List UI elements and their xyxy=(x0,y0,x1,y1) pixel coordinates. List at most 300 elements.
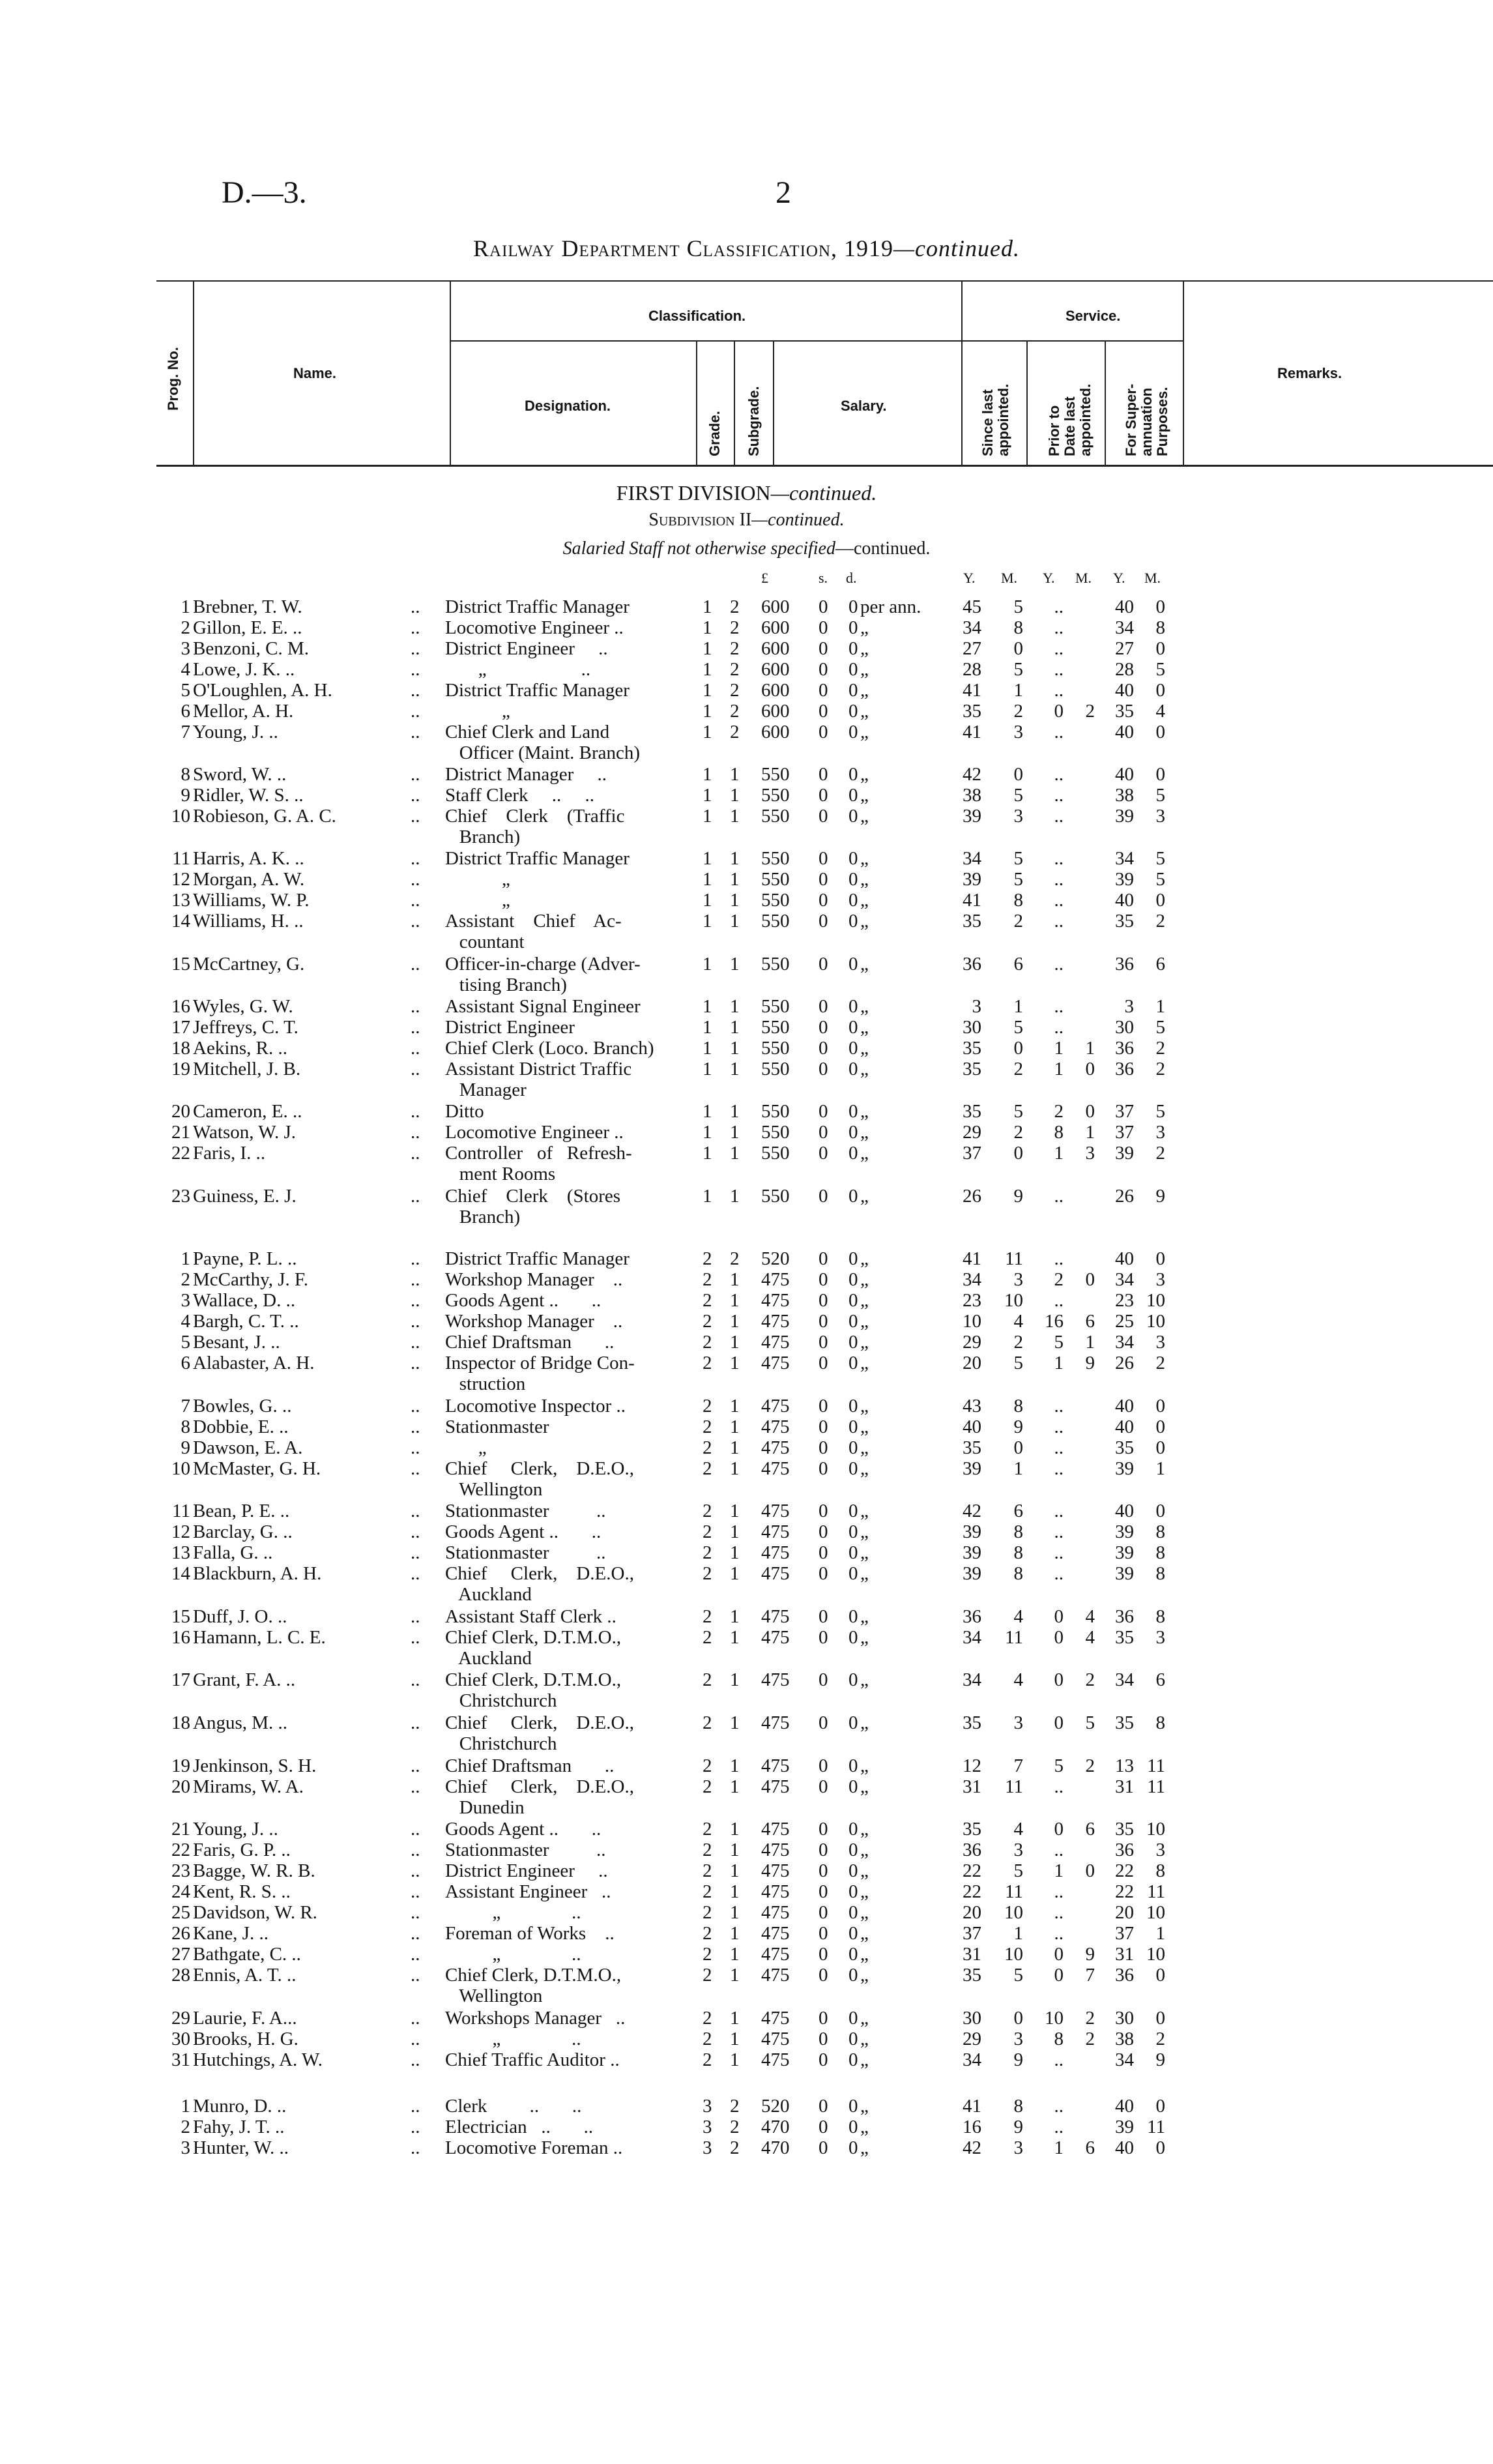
cell-prog: 20 xyxy=(171,1101,190,1122)
cell-y1: 29 xyxy=(963,1332,981,1353)
cell-pound: 470 xyxy=(761,2117,790,2137)
cell-dots: .. xyxy=(411,2049,420,2070)
cell-sub: 1 xyxy=(730,1923,740,1944)
cell-pound: 600 xyxy=(761,680,790,701)
cell-y2: .. xyxy=(1054,1563,1064,1584)
cell-desig: Chief Clerk, D.T.M.O., xyxy=(445,1627,622,1648)
cell-y3: 40 xyxy=(1115,1501,1134,1521)
cell-prog: 22 xyxy=(171,1143,190,1164)
cell-m1: 0 xyxy=(1013,1143,1023,1164)
cell-grade: 2 xyxy=(703,1712,712,1733)
cell-m3: 2 xyxy=(1155,1143,1165,1164)
cell-desig: District Traffic Manager xyxy=(445,680,630,701)
cell-m3: 5 xyxy=(1155,1101,1165,1122)
cell-s: 0 xyxy=(819,1290,828,1311)
cell-pound: 550 xyxy=(761,1038,790,1059)
cell-name: Aekins, R. .. xyxy=(193,1038,287,1059)
cell-grade: 1 xyxy=(703,1122,712,1143)
subdivision-text: Subdivision II xyxy=(648,510,752,530)
cell-dots: .. xyxy=(411,1059,420,1079)
cell-sub: 1 xyxy=(730,1017,740,1038)
cell-y3: 37 xyxy=(1115,1923,1134,1944)
cell-desig: District Engineer .. xyxy=(445,638,608,659)
cell-desig: Chief Clerk, D.E.O., xyxy=(445,1563,634,1584)
cell-sub: 1 xyxy=(730,1269,740,1290)
cell-name: Bargh, C. T. .. xyxy=(193,1311,299,1332)
cell-pound: 475 xyxy=(761,1712,790,1733)
cell-pound: 475 xyxy=(761,1353,790,1373)
cell-y3: 34 xyxy=(1115,1669,1134,1690)
cell-per: „ xyxy=(860,1755,869,1776)
cell-name: McCarthy, J. F. xyxy=(193,1269,309,1290)
cell-desig: Chief Clerk (Loco. Branch) xyxy=(445,1038,654,1059)
cell-m3: 3 xyxy=(1155,806,1165,827)
cell-d: 0 xyxy=(848,722,858,742)
cell-desig: „ xyxy=(445,1437,487,1458)
cell-desig: Stationmaster .. xyxy=(445,1840,606,1860)
cell-name: Bagge, W. R. B. xyxy=(193,1860,315,1881)
cell-m3: 2 xyxy=(1155,1059,1165,1079)
cell-dots: .. xyxy=(411,2029,420,2049)
cell-y3: 40 xyxy=(1115,890,1134,911)
cell-y2: .. xyxy=(1054,1458,1064,1479)
cell-m1: 0 xyxy=(1013,1437,1023,1458)
cell-s: 0 xyxy=(819,1416,828,1437)
cell-m1: 3 xyxy=(1013,2029,1023,2049)
cell-sub: 1 xyxy=(730,2008,740,2029)
cell-m1: 5 xyxy=(1013,1017,1023,1038)
header-grade: Grade. xyxy=(706,411,723,456)
cell-y1: 22 xyxy=(963,1881,981,1902)
cell-dots: .. xyxy=(411,1396,420,1416)
cell-sub: 2 xyxy=(730,2117,740,2137)
cell-m1: 5 xyxy=(1013,659,1023,680)
cell-dots: .. xyxy=(411,1186,420,1207)
cell-y1: 34 xyxy=(963,617,981,638)
cell-dots: .. xyxy=(411,1776,420,1797)
cell-dots: .. xyxy=(411,659,420,680)
cell-name: Laurie, F. A... xyxy=(193,2008,297,2029)
cell-d: 0 xyxy=(848,848,858,869)
cell-per: „ xyxy=(860,2137,869,2158)
cell-per: „ xyxy=(860,617,869,638)
cell-name: Hunter, W. .. xyxy=(193,2137,289,2158)
cell-y2: .. xyxy=(1054,2096,1064,2117)
cell-grade: 1 xyxy=(703,680,712,701)
cell-desig: Stationmaster xyxy=(445,1416,549,1437)
cell-per: „ xyxy=(860,1396,869,1416)
cell-m3: 0 xyxy=(1155,596,1165,617)
cell-y2: .. xyxy=(1054,1248,1064,1269)
cell-m1: 8 xyxy=(1013,2096,1023,2117)
cell-y2: .. xyxy=(1054,1017,1064,1038)
header-name: Name. xyxy=(293,365,337,381)
cell-pound: 475 xyxy=(761,1542,790,1563)
cell-s: 0 xyxy=(819,1101,828,1122)
cell-pound: 470 xyxy=(761,2137,790,2158)
cell-d: 0 xyxy=(848,1269,858,1290)
cell-s: 0 xyxy=(819,1396,828,1416)
cell-per: „ xyxy=(860,1143,869,1164)
cell-m3: 8 xyxy=(1155,1606,1165,1627)
cell-per: per ann. xyxy=(860,596,921,617)
cell-pound: 475 xyxy=(761,1501,790,1521)
cell-desig: Locomotive Engineer .. xyxy=(445,617,624,638)
cell-y1: 41 xyxy=(963,680,981,701)
cell-y3: 20 xyxy=(1115,1902,1134,1923)
cell-s: 0 xyxy=(819,1881,828,1902)
cell-m1: 10 xyxy=(1004,1902,1023,1923)
unit-years-prior: Y. xyxy=(1043,570,1055,586)
cell-pound: 475 xyxy=(761,1944,790,1965)
cell-d: 0 xyxy=(848,996,858,1017)
cell-m3: 8 xyxy=(1155,1521,1165,1542)
cell-d: 0 xyxy=(848,764,858,785)
cell-pound: 475 xyxy=(761,1269,790,1290)
cell-grade: 2 xyxy=(703,1881,712,1902)
cell-y2: 1 xyxy=(1054,1143,1064,1164)
cell-y2: .. xyxy=(1054,596,1064,617)
cell-y2: 8 xyxy=(1054,2029,1064,2049)
cell-dots: .. xyxy=(411,1038,420,1059)
cell-m3: 11 xyxy=(1147,2117,1165,2137)
staff-text: Salaried Staff not otherwise specified xyxy=(562,538,835,559)
cell-grade: 1 xyxy=(703,722,712,742)
cell-per: „ xyxy=(860,1521,869,1542)
cell-y3: 26 xyxy=(1115,1186,1134,1207)
cell-prog: 19 xyxy=(171,1059,190,1079)
cell-m1: 10 xyxy=(1004,1290,1023,1311)
cell-y3: 36 xyxy=(1115,1038,1134,1059)
cell-prog: 8 xyxy=(181,1416,190,1437)
cell-d: 0 xyxy=(848,2029,858,2049)
cell-m2: 1 xyxy=(1085,1038,1095,1059)
cell-m1: 8 xyxy=(1013,617,1023,638)
header-salary: Salary. xyxy=(841,398,887,414)
cell-d: 0 xyxy=(848,1101,858,1122)
cell-per: „ xyxy=(860,1669,869,1690)
cell-dots: .. xyxy=(411,1017,420,1038)
cell-y3: 39 xyxy=(1115,869,1134,890)
cell-m2: 2 xyxy=(1085,2008,1095,2029)
cell-m1: 4 xyxy=(1013,1669,1023,1690)
cell-name: Young, J. .. xyxy=(193,1819,278,1840)
cell-y3: 37 xyxy=(1115,1122,1134,1143)
cell-prog: 18 xyxy=(171,1712,190,1733)
cell-dots: .. xyxy=(411,1944,420,1965)
cell-dots: .. xyxy=(411,1712,420,1733)
cell-sub: 1 xyxy=(730,1965,740,1986)
header-prior-to: Prior to Date last appointed. xyxy=(1046,383,1094,456)
cell-sub: 1 xyxy=(730,1627,740,1648)
cell-y3: 35 xyxy=(1115,1712,1134,1733)
cell-pound: 475 xyxy=(761,2049,790,2070)
cell-s: 0 xyxy=(819,911,828,931)
cell-d: 0 xyxy=(848,1902,858,1923)
cell-name: Alabaster, A. H. xyxy=(193,1353,315,1373)
cell-per: „ xyxy=(860,1416,869,1437)
cell-pound: 475 xyxy=(761,2008,790,2029)
cell-desig: District Traffic Manager xyxy=(445,596,630,617)
cell-pound: 600 xyxy=(761,722,790,742)
cell-desig: Clerk .. .. xyxy=(445,2096,582,2117)
cell-m1: 0 xyxy=(1013,2008,1023,2029)
cell-prog: 18 xyxy=(171,1038,190,1059)
cell-sub: 1 xyxy=(730,1819,740,1840)
cell-grade: 2 xyxy=(703,1627,712,1648)
cell-desig: Foreman of Works .. xyxy=(445,1923,615,1944)
cell-m1: 8 xyxy=(1013,890,1023,911)
cell-d: 0 xyxy=(848,1396,858,1416)
cell-sub: 1 xyxy=(730,1332,740,1353)
cell-pound: 550 xyxy=(761,806,790,827)
cell-y1: 12 xyxy=(963,1755,981,1776)
cell-dots: .. xyxy=(411,1458,420,1479)
cell-dots: .. xyxy=(411,1606,420,1627)
cell-prog: 3 xyxy=(181,1290,190,1311)
cell-name: Blackburn, A. H. xyxy=(193,1563,322,1584)
cell-per: „ xyxy=(860,701,869,722)
cell-m1: 0 xyxy=(1013,764,1023,785)
cell-d: 0 xyxy=(848,1458,858,1479)
cell-name: Brooks, H. G. xyxy=(193,2029,298,2049)
cell-s: 0 xyxy=(819,722,828,742)
cell-pound: 475 xyxy=(761,1923,790,1944)
cell-y1: 39 xyxy=(963,1563,981,1584)
cell-desig: Goods Agent .. .. xyxy=(445,1521,602,1542)
cell-s: 0 xyxy=(819,680,828,701)
cell-prog: 6 xyxy=(181,701,190,722)
cell-sub: 2 xyxy=(730,722,740,742)
cell-d: 0 xyxy=(848,1332,858,1353)
cell-d: 0 xyxy=(848,2096,858,2117)
subdivision-heading xyxy=(0,510,1493,531)
cell-y2: .. xyxy=(1054,1923,1064,1944)
cell-y2: .. xyxy=(1054,1776,1064,1797)
cell-name: Fahy, J. T. .. xyxy=(193,2117,285,2137)
cell-y1: 36 xyxy=(963,1606,981,1627)
cell-y1: 42 xyxy=(963,2137,981,2158)
cell-grade: 2 xyxy=(703,1755,712,1776)
cell-d: 0 xyxy=(848,1311,858,1332)
cell-desig: Chief Clerk, D.E.O., xyxy=(445,1776,634,1797)
cell-sub: 1 xyxy=(730,2049,740,2070)
cell-sub: 1 xyxy=(730,1712,740,1733)
cell-y1: 28 xyxy=(963,659,981,680)
cell-grade: 1 xyxy=(703,1186,712,1207)
cell-designation-continued: countant xyxy=(445,931,525,952)
cell-prog: 3 xyxy=(181,638,190,659)
cell-desig: „ xyxy=(445,701,510,722)
cell-grade: 1 xyxy=(703,638,712,659)
cell-s: 0 xyxy=(819,659,828,680)
cell-y1: 36 xyxy=(963,1840,981,1860)
cell-d: 0 xyxy=(848,869,858,890)
cell-grade: 1 xyxy=(703,1017,712,1038)
staff-continued: —continued. xyxy=(835,538,931,559)
cell-d: 0 xyxy=(848,806,858,827)
cell-pound: 550 xyxy=(761,785,790,806)
cell-y1: 30 xyxy=(963,2008,981,2029)
cell-d: 0 xyxy=(848,954,858,975)
cell-sub: 2 xyxy=(730,2096,740,2117)
cell-grade: 1 xyxy=(703,954,712,975)
cell-dots: .. xyxy=(411,1755,420,1776)
cell-y1: 20 xyxy=(963,1353,981,1373)
cell-desig: Ditto xyxy=(445,1101,484,1122)
cell-m1: 9 xyxy=(1013,2117,1023,2137)
cell-y1: 35 xyxy=(963,1038,981,1059)
cell-y3: 40 xyxy=(1115,764,1134,785)
cell-m3: 10 xyxy=(1146,1944,1165,1965)
cell-prog: 5 xyxy=(181,1332,190,1353)
cell-pound: 550 xyxy=(761,890,790,911)
cell-y1: 35 xyxy=(963,911,981,931)
cell-s: 0 xyxy=(819,1332,828,1353)
cell-y3: 39 xyxy=(1115,1521,1134,1542)
cell-y2: 5 xyxy=(1054,1332,1064,1353)
cell-prog: 3 xyxy=(181,2137,190,2158)
cell-d: 0 xyxy=(848,1437,858,1458)
cell-prog: 23 xyxy=(171,1860,190,1881)
cell-s: 0 xyxy=(819,638,828,659)
cell-sub: 1 xyxy=(730,1881,740,1902)
cell-grade: 1 xyxy=(703,617,712,638)
cell-per: „ xyxy=(860,2117,869,2137)
cell-y2: 0 xyxy=(1054,1669,1064,1690)
cell-grade: 1 xyxy=(703,764,712,785)
cell-per: „ xyxy=(860,2008,869,2029)
cell-per: „ xyxy=(860,722,869,742)
cell-y2: 16 xyxy=(1045,1311,1064,1332)
cell-y2: .. xyxy=(1054,785,1064,806)
cell-m3: 0 xyxy=(1155,2096,1165,2117)
cell-pound: 600 xyxy=(761,617,790,638)
cell-d: 0 xyxy=(848,1122,858,1143)
unit-months-since: M. xyxy=(1001,570,1018,586)
cell-s: 0 xyxy=(819,2096,828,2117)
cell-d: 0 xyxy=(848,1606,858,1627)
cell-per: „ xyxy=(860,1101,869,1122)
cell-m1: 3 xyxy=(1013,722,1023,742)
cell-m1: 3 xyxy=(1013,806,1023,827)
cell-y3: 39 xyxy=(1115,1563,1134,1584)
cell-dots: .. xyxy=(411,1122,420,1143)
cell-s: 0 xyxy=(819,1965,828,1986)
cell-d: 0 xyxy=(848,1563,858,1584)
cell-per: „ xyxy=(860,1353,869,1373)
cell-y1: 35 xyxy=(963,1965,981,1986)
cell-grade: 1 xyxy=(703,659,712,680)
cell-y2: 1 xyxy=(1054,2137,1064,2158)
cell-dots: .. xyxy=(411,848,420,869)
cell-grade: 2 xyxy=(703,1311,712,1332)
cell-grade: 1 xyxy=(703,890,712,911)
cell-prog: 30 xyxy=(171,2029,190,2049)
cell-grade: 2 xyxy=(703,1944,712,1965)
cell-y1: 23 xyxy=(963,1290,981,1311)
cell-y2: 1 xyxy=(1054,1353,1064,1373)
cell-y1: 35 xyxy=(963,1101,981,1122)
cell-m2: 0 xyxy=(1085,1101,1095,1122)
cell-sub: 1 xyxy=(730,1944,740,1965)
cell-y1: 10 xyxy=(963,1311,981,1332)
cell-sub: 1 xyxy=(730,1437,740,1458)
cell-m3: 1 xyxy=(1155,1923,1165,1944)
cell-dots: .. xyxy=(411,1881,420,1902)
cell-sub: 1 xyxy=(730,869,740,890)
cell-y3: 36 xyxy=(1115,1840,1134,1860)
cell-s: 0 xyxy=(819,1944,828,1965)
cell-grade: 2 xyxy=(703,1860,712,1881)
cell-designation-continued: ment Rooms xyxy=(445,1164,556,1184)
cell-d: 0 xyxy=(848,1501,858,1521)
cell-name: Kane, J. .. xyxy=(193,1923,268,1944)
cell-y2: .. xyxy=(1054,869,1064,890)
cell-prog: 15 xyxy=(171,954,190,975)
cell-pound: 475 xyxy=(761,1860,790,1881)
cell-m3: 6 xyxy=(1155,954,1165,975)
cell-y2: .. xyxy=(1054,659,1064,680)
cell-name: Barclay, G. .. xyxy=(193,1521,293,1542)
cell-d: 0 xyxy=(848,1923,858,1944)
cell-pound: 550 xyxy=(761,1059,790,1079)
cell-m1: 4 xyxy=(1013,1606,1023,1627)
cell-per: „ xyxy=(860,1269,869,1290)
cell-grade: 2 xyxy=(703,1669,712,1690)
cell-desig: „ .. xyxy=(445,659,591,680)
cell-sub: 1 xyxy=(730,1521,740,1542)
cell-y3: 39 xyxy=(1115,806,1134,827)
cell-s: 0 xyxy=(819,1143,828,1164)
cell-s: 0 xyxy=(819,1840,828,1860)
cell-prog: 14 xyxy=(171,1563,190,1584)
cell-per: „ xyxy=(860,911,869,931)
cell-dots: .. xyxy=(411,1860,420,1881)
cell-sub: 1 xyxy=(730,1458,740,1479)
cell-y2: .. xyxy=(1054,638,1064,659)
cell-desig: Chief Clerk (Traffic xyxy=(445,806,625,827)
cell-y1: 34 xyxy=(963,1627,981,1648)
cell-d: 0 xyxy=(848,1017,858,1038)
cell-per: „ xyxy=(860,1860,869,1881)
unit-pence: d. xyxy=(846,570,857,586)
cell-y2: .. xyxy=(1054,680,1064,701)
cell-per: „ xyxy=(860,806,869,827)
cell-y2: .. xyxy=(1054,1186,1064,1207)
cell-sub: 1 xyxy=(730,1542,740,1563)
cell-y2: 1 xyxy=(1054,1860,1064,1881)
cell-name: Wyles, G. W. xyxy=(193,996,293,1017)
header-classification: Classification. xyxy=(648,308,746,324)
cell-grade: 2 xyxy=(703,1396,712,1416)
cell-name: Young, J. .. xyxy=(193,722,278,742)
cell-grade: 1 xyxy=(703,1143,712,1164)
cell-pound: 600 xyxy=(761,659,790,680)
cell-s: 0 xyxy=(819,1606,828,1627)
cell-s: 0 xyxy=(819,1563,828,1584)
cell-y1: 43 xyxy=(963,1396,981,1416)
unit-shilling: s. xyxy=(819,570,828,586)
division-heading xyxy=(0,481,1493,505)
cell-m3: 4 xyxy=(1155,701,1165,722)
header-designation: Designation. xyxy=(525,398,611,414)
cell-d: 0 xyxy=(848,1944,858,1965)
cell-d: 0 xyxy=(848,638,858,659)
cell-name: Payne, P. L. .. xyxy=(193,1248,297,1269)
cell-d: 0 xyxy=(848,1627,858,1648)
cell-desig: Officer-in-charge (Adver- xyxy=(445,954,641,975)
